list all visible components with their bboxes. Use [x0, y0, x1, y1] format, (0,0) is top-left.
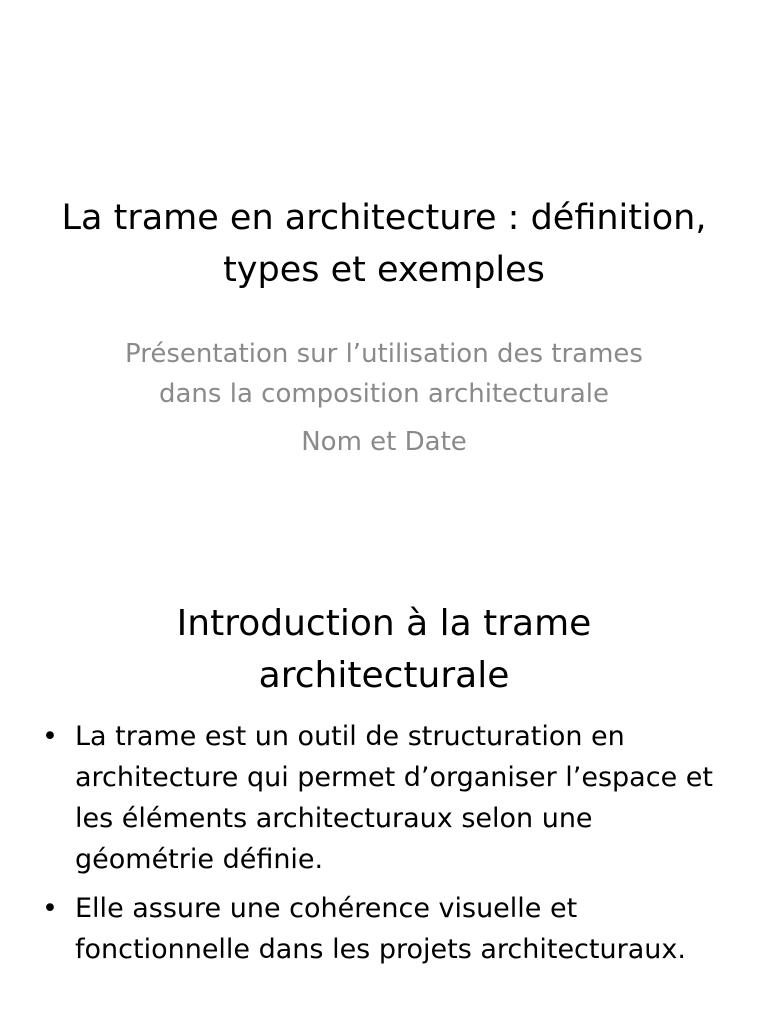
author-date: Nom et Date	[301, 427, 467, 457]
bullet-item	[40, 888, 740, 970]
bullet-icon: •	[42, 721, 58, 752]
bullet-icon: •	[42, 893, 58, 924]
introduction-slide	[0, 576, 768, 1024]
slide-subtitle	[110, 334, 658, 462]
bullet-text: La trame est un outil de structuration en architecture qui permet d’organiser l’espace et les éléments architecturaux selon une géométrie définie.	[75, 721, 713, 875]
bullet-item	[40, 716, 740, 880]
bullet-list	[40, 716, 740, 978]
bullet-text: Elle assure une cohérence visuelle et fonctionnelle dans les projets architecturaux.	[75, 893, 686, 965]
slide-title: Introduction à la trame architecturale	[176, 603, 592, 696]
subtitle-description: Présentation sur l’utilisation des trames dans la composition architecturale	[125, 339, 643, 409]
slide-title: La trame en architecture : définition, types et exemples	[61, 198, 707, 290]
